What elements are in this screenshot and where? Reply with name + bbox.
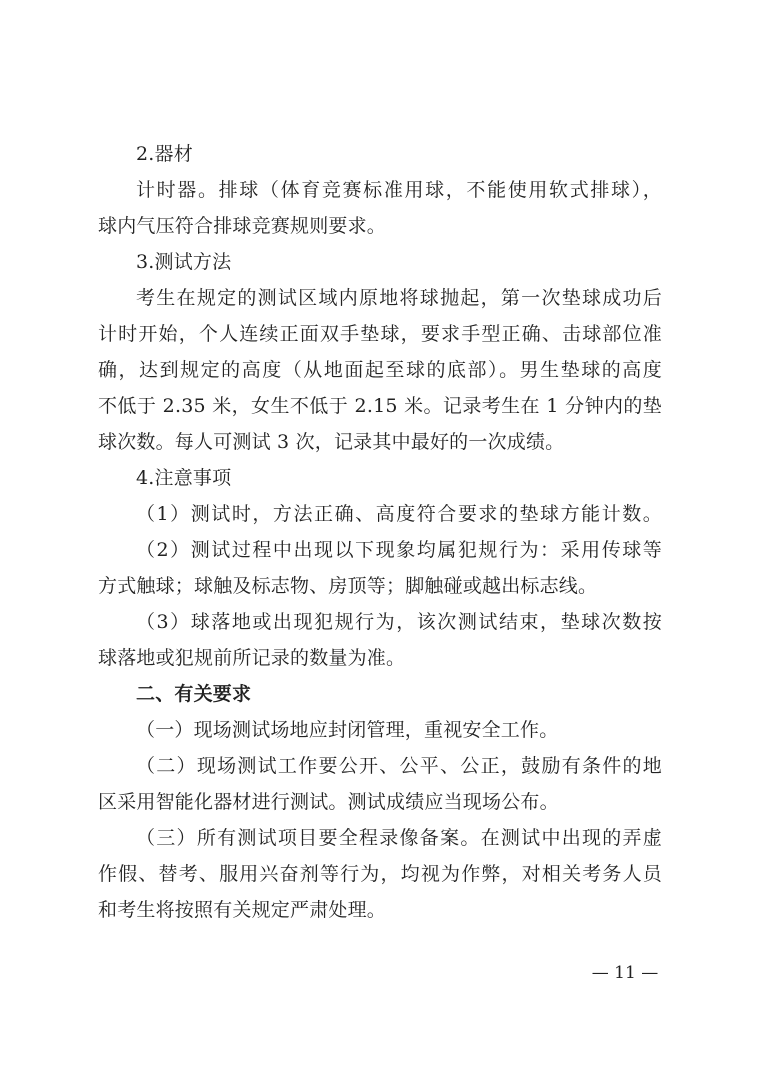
section-heading-notes: 4.注意事项: [136, 467, 232, 489]
paragraph-line: 方式触球；球触及标志物、房顶等；脚触碰或越出标志线。: [98, 575, 598, 597]
paragraph-line: 不低于 2.35 米，女生不低于 2.15 米。记录考生在 1 分钟内的垫: [98, 395, 662, 417]
section-heading-test-method: 3.测试方法: [136, 251, 232, 273]
paragraph-line: （1）测试时，方法正确、高度符合要求的垫球方能计数。: [136, 503, 662, 525]
section-heading-requirements: 二、有关要求: [136, 683, 252, 705]
paragraph-line: 计时开始，个人连续正面双手垫球，要求手型正确、击球部位准: [98, 323, 662, 345]
paragraph-line: 和考生将按照有关规定严肃处理。: [98, 899, 387, 921]
paragraph-line: （二）现场测试工作要公开、公平、公正，鼓励有条件的地: [136, 755, 662, 777]
paragraph-line: 确，达到规定的高度（从地面起至球的底部）。男生垫球的高度: [98, 359, 662, 381]
paragraph-line: （3）球落地或出现犯规行为，该次测试结束，垫球次数按: [136, 611, 662, 633]
paragraph-line: （三）所有测试项目要全程录像备案。在测试中出现的弄虚: [136, 827, 662, 849]
section-heading-equipment: 2.器材: [136, 143, 193, 165]
paragraph-line: 球落地或犯规前所记录的数量为准。: [98, 647, 406, 669]
paragraph-line: 球次数。每人可测试 3 次，记录其中最好的一次成绩。: [98, 431, 565, 453]
paragraph-line: 考生在规定的测试区域内原地将球抛起，第一次垫球成功后: [136, 287, 662, 309]
paragraph-line: 作假、替考、服用兴奋剂等行为，均视为作弊，对相关考务人员: [98, 863, 662, 885]
paragraph-line: 球内气压符合排球竞赛规则要求。: [98, 215, 387, 237]
paragraph-line: （2）测试过程中出现以下现象均属犯规行为：采用传球等: [136, 539, 662, 561]
paragraph-line: （一）现场测试场地应封闭管理，重视安全工作。: [136, 719, 559, 741]
page-number: — 11 —: [591, 963, 659, 983]
paragraph-line: 计时器。排球（体育竞赛标准用球，不能使用软式排球），: [136, 179, 662, 201]
paragraph-line: 区采用智能化器材进行测试。测试成绩应当现场公布。: [98, 791, 559, 813]
